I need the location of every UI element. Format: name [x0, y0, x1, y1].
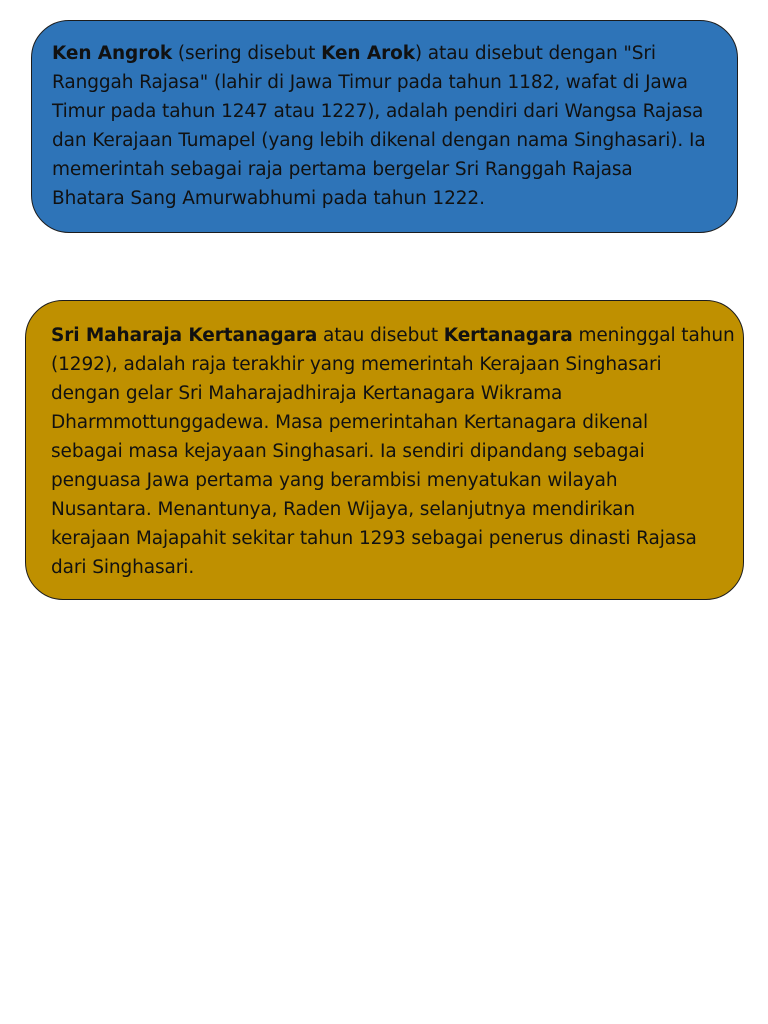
text-run: ) atau disebut dengan "Sri — [414, 43, 656, 64]
text-line — [51, 350, 721, 379]
bold-name: Ken Angrok — [52, 43, 173, 64]
bold-name: Sri Maharaja Kertanagara — [51, 325, 318, 346]
text-run: (sering disebut — [172, 43, 322, 64]
text-run: penguasa Jawa pertama yang berambisi menyatukan wilayah — [51, 470, 618, 491]
bold-name: Ken Arok — [321, 43, 415, 64]
kertanagara-text-box — [25, 300, 744, 600]
ken-angrok-text-box — [31, 20, 738, 233]
text-line — [51, 379, 721, 408]
text-line — [51, 524, 721, 553]
text-line — [52, 184, 717, 213]
text-line — [51, 553, 721, 582]
text-run: Ranggah Rajasa" (lahir di Jawa Timur pada tahun 1182, wafat di Jawa — [52, 72, 688, 93]
text-run: dari Singhasari. — [51, 557, 195, 578]
text-run: Nusantara. Menantunya, Raden Wijaya, selanjutnya mendirikan — [51, 499, 636, 520]
text-line — [52, 97, 717, 126]
text-run: atau disebut — [317, 325, 444, 346]
text-line — [52, 68, 717, 97]
text-line — [52, 39, 717, 68]
text-run: (1292), adalah raja terakhir yang memerintah Kerajaan Singhasari — [51, 354, 662, 375]
text-line — [51, 408, 721, 437]
text-line — [51, 321, 735, 350]
text-line — [52, 126, 717, 155]
text-line — [51, 466, 721, 495]
text-line — [52, 155, 717, 184]
text-run: memerintah sebagai raja pertama bergelar Sri Ranggah Rajasa — [52, 159, 633, 180]
text-run: meninggal tahun — [572, 325, 735, 346]
text-run: Timur pada tahun 1247 atau 1227), adalah pendiri dari Wangsa Rajasa — [52, 101, 704, 122]
bold-name: Kertanagara — [443, 325, 573, 346]
text-run: Bhatara Sang Amurwabhumi pada tahun 1222. — [52, 188, 485, 209]
text-run: dan Kerajaan Tumapel (yang lebih dikenal dengan nama Singhasari). Ia — [52, 130, 706, 151]
text-run: dengan gelar Sri Maharajadhiraja Kertanagara Wikrama — [51, 383, 563, 404]
text-run: sebagai masa kejayaan Singhasari. Ia sendiri dipandang sebagai — [51, 441, 645, 462]
text-line — [51, 495, 721, 524]
text-line — [51, 437, 721, 466]
text-run: kerajaan Majapahit sekitar tahun 1293 sebagai penerus dinasti Rajasa — [51, 528, 697, 549]
text-run: Dharmmottunggadewa. Masa pemerintahan Kertanagara dikenal — [51, 412, 649, 433]
